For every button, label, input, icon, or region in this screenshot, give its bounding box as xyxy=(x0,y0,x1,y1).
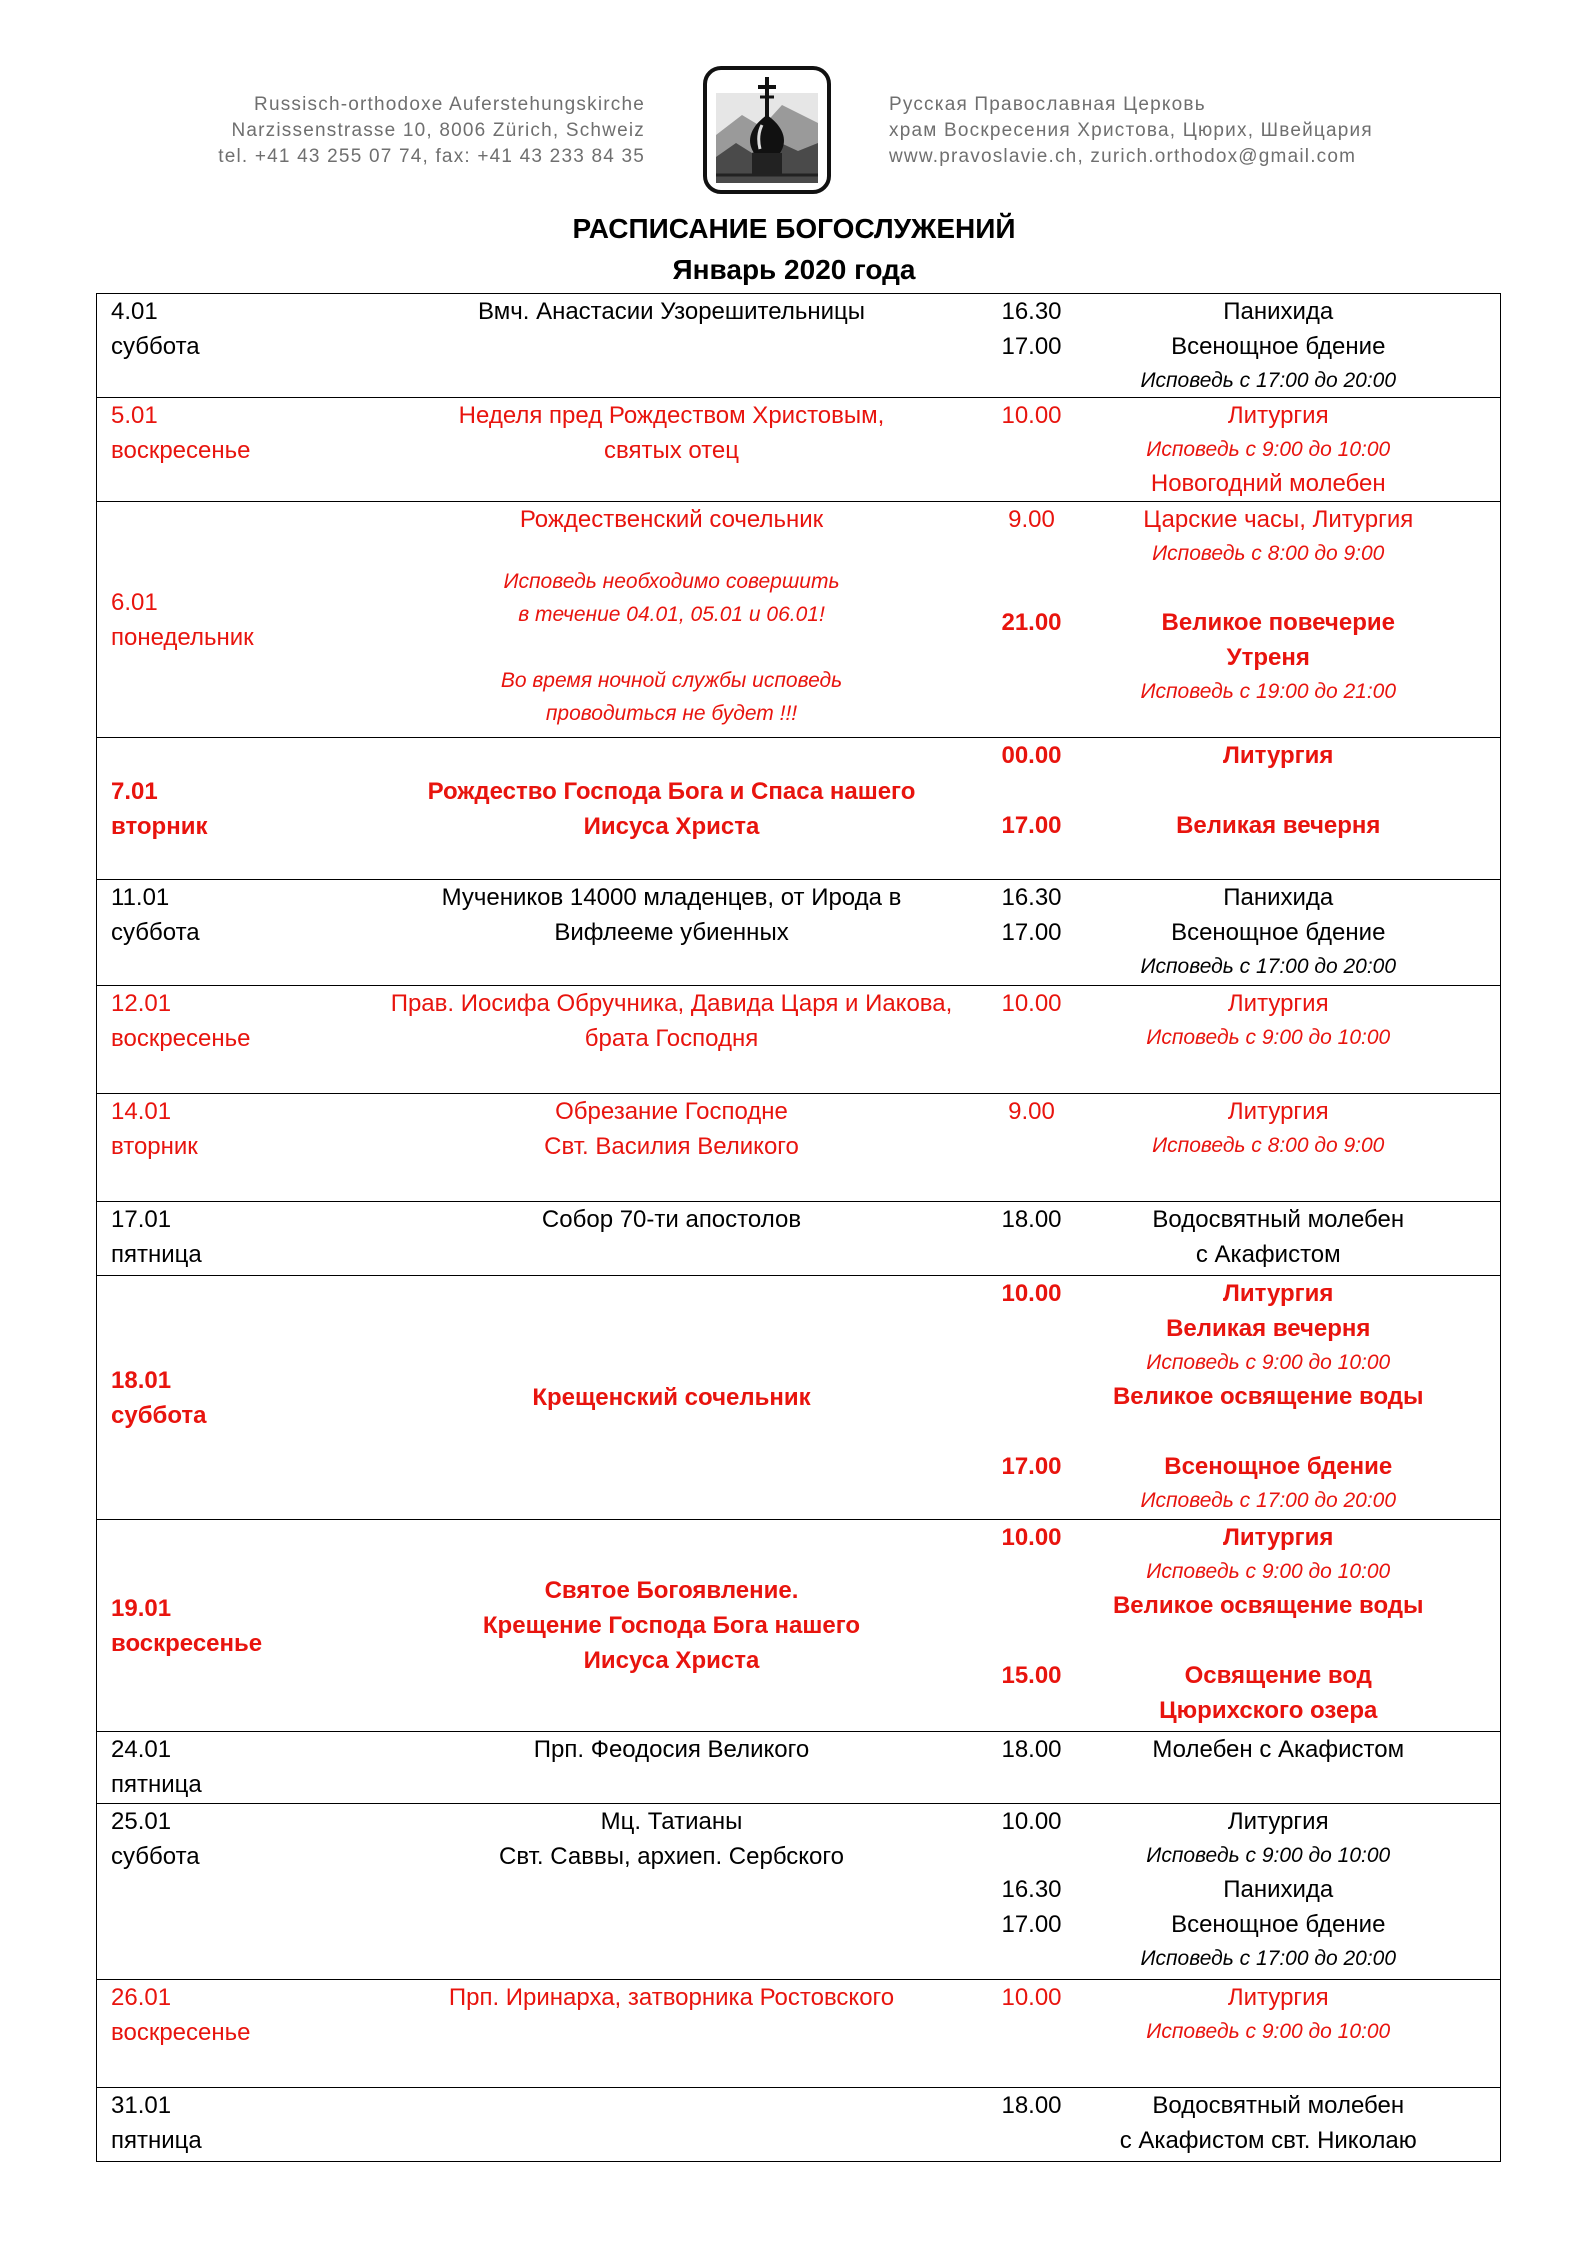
service-time: 10.00 xyxy=(1001,1524,1062,1551)
service-name: Литургия xyxy=(1227,402,1329,429)
feast-name: Вифлееме убиенных xyxy=(554,919,789,946)
schedule-row xyxy=(97,294,1501,398)
date: 24.01 xyxy=(111,1736,172,1763)
service-line xyxy=(977,1872,1501,1907)
schedule-row xyxy=(97,1276,1501,1520)
service-name: Великая вечерня xyxy=(1176,812,1381,839)
schedule-row xyxy=(97,1094,1501,1202)
service-line xyxy=(977,605,1501,640)
date-cell xyxy=(97,1520,367,1732)
service-name: Литургия xyxy=(1227,1098,1329,1125)
service-time: 18.00 xyxy=(1001,1206,1062,1233)
service-name: Литургия xyxy=(1227,990,1329,1017)
weekday: воскресенье xyxy=(111,1629,263,1657)
date-cell xyxy=(97,880,367,986)
confession-note: Исповедь с 9:00 до 10:00 xyxy=(1146,1351,1391,1374)
confession-note: Исповедь с 17:00 до 20:00 xyxy=(1140,1947,1397,1970)
service-name: Литургия xyxy=(1223,1524,1334,1551)
service-time: 21.00 xyxy=(1001,609,1062,636)
date: 26.01 xyxy=(111,1984,172,2011)
date-cell xyxy=(97,1094,367,1202)
service-name: Всенощное бдение xyxy=(1164,1453,1393,1480)
service-line xyxy=(977,738,1501,773)
confession-note: Исповедь с 9:00 до 10:00 xyxy=(1146,2020,1391,2043)
service-time: 10.00 xyxy=(1001,1808,1062,1835)
note-line: Во время ночной службы исповедь xyxy=(500,669,843,692)
service-name: Освящение вод xyxy=(1184,1662,1372,1689)
letterhead xyxy=(0,60,1588,200)
service-time: 17.00 xyxy=(1001,1911,1062,1938)
note-line: проводиться не будет !!! xyxy=(545,702,798,725)
weekday: вторник xyxy=(111,812,208,840)
services-cell xyxy=(977,1804,1501,1980)
feast-name: Иисуса Христа xyxy=(583,1647,760,1674)
service-name: Всенощное бдение xyxy=(1171,333,1386,360)
service-name: Литургия xyxy=(1223,742,1334,769)
service-name: Молебен с Акафистом xyxy=(1152,1736,1405,1763)
service-extra: Великое освящение воды xyxy=(1112,1592,1424,1619)
feast-cell xyxy=(367,1202,977,1276)
service-time: 16.30 xyxy=(1001,298,1062,325)
date: 17.01 xyxy=(111,1206,172,1233)
feast-name: Свт. Саввы, архиеп. Сербского xyxy=(499,1843,844,1870)
feast-cell xyxy=(367,986,977,1094)
services-cell xyxy=(977,1276,1501,1520)
date: 18.01 xyxy=(111,1366,172,1394)
date: 7.01 xyxy=(111,777,158,805)
service-time: 16.30 xyxy=(1001,884,1062,911)
services-cell xyxy=(977,880,1501,986)
service-time: 10.00 xyxy=(1001,1984,1062,2011)
service-time: 17.00 xyxy=(1001,333,1062,360)
service-line xyxy=(977,1202,1501,1237)
confession-note: Исповедь с 8:00 до 9:00 xyxy=(1152,1134,1385,1157)
service-name: Водосвятный молебен xyxy=(1152,1206,1405,1233)
feast-name: Вмч. Анастасии Узорешительницы xyxy=(477,298,865,325)
date: 25.01 xyxy=(111,1808,172,1835)
feast-name: Неделя пред Рождеством Христовым, xyxy=(458,402,885,429)
schedule-row xyxy=(97,502,1501,738)
service-line xyxy=(977,1907,1501,1942)
service-name: Панихида xyxy=(1223,884,1334,911)
feast-cell xyxy=(367,1094,977,1202)
confession-note: Исповедь с 17:00 до 20:00 xyxy=(1140,955,1397,978)
church-temple-ru: храм Воскресения Христова, Цюрих, Швейцария xyxy=(889,120,1373,141)
weekday: воскресенье xyxy=(111,1025,251,1052)
service-extra: Великая вечерня xyxy=(1166,1315,1371,1342)
weekday: суббота xyxy=(111,919,200,946)
service-line xyxy=(977,986,1501,1021)
services-cell xyxy=(977,1202,1501,1276)
note-line: Исповедь необходимо совершить xyxy=(503,570,840,593)
service-extra: Новогодний молебен xyxy=(1150,470,1386,497)
page-title: РАСПИСАНИЕ БОГОСЛУЖЕНИЙ xyxy=(572,213,1016,244)
service-line xyxy=(977,294,1501,329)
feast-name: Святое Богоявление. xyxy=(544,1577,799,1604)
feast-name: Рождественский сочельник xyxy=(519,506,824,533)
date-cell xyxy=(97,738,367,880)
service-line xyxy=(977,1094,1501,1129)
weekday: суббота xyxy=(111,1843,200,1870)
feast-cell xyxy=(367,738,977,880)
church-phone-de: tel. +41 43 255 07 74, fax: +41 43 233 84 35 xyxy=(218,146,645,167)
church-name-de: Russisch-orthodoxe Auferstehungskirche xyxy=(254,94,645,115)
services-cell xyxy=(977,738,1501,880)
service-time: 10.00 xyxy=(1001,1280,1062,1307)
confession-note: Исповедь с 17:00 до 20:00 xyxy=(1140,369,1397,392)
weekday: пятница xyxy=(111,1771,202,1798)
feast-name: Свт. Василия Великого xyxy=(544,1133,799,1160)
service-time: 10.00 xyxy=(1001,402,1062,429)
feast-cell xyxy=(367,502,977,738)
services-cell xyxy=(977,1732,1501,1804)
service-time: 00.00 xyxy=(1001,742,1062,769)
date-cell xyxy=(97,1804,367,1980)
service-line xyxy=(977,2088,1501,2123)
feast-cell xyxy=(367,1732,977,1804)
schedule-row xyxy=(97,1520,1501,1732)
confession-note: Исповедь с 9:00 до 10:00 xyxy=(1146,1026,1391,1049)
service-time: 18.00 xyxy=(1001,2092,1062,2119)
weekday: воскресенье xyxy=(111,437,251,464)
service-name: Всенощное бдение xyxy=(1171,1911,1386,1938)
schedule-row xyxy=(97,738,1501,880)
service-extra: с Акафистом свт. Николаю xyxy=(1119,2127,1417,2154)
service-line xyxy=(977,398,1501,433)
service-line xyxy=(977,1804,1501,1839)
services-cell xyxy=(977,398,1501,502)
service-time: 16.30 xyxy=(1001,1876,1062,1903)
weekday: понедельник xyxy=(111,623,254,651)
weekday: пятница xyxy=(111,1241,202,1268)
schedule-row xyxy=(97,2088,1501,2162)
service-name: Литургия xyxy=(1223,1280,1334,1307)
feast-name: Собор 70-ти апостолов xyxy=(541,1206,802,1233)
service-name: Панихида xyxy=(1223,298,1334,325)
schedule-row xyxy=(97,1980,1501,2088)
date: 14.01 xyxy=(111,1098,172,1125)
date-cell xyxy=(97,1980,367,2088)
weekday: вторник xyxy=(111,1133,198,1160)
service-name: Водосвятный молебен xyxy=(1152,2092,1405,2119)
service-line xyxy=(977,502,1501,537)
service-name: Всенощное бдение xyxy=(1171,919,1386,946)
feast-name: Прав. Иосифа Обручника, Давида Царя и Иакова, xyxy=(390,990,953,1017)
date: 5.01 xyxy=(111,402,158,429)
service-time: 17.00 xyxy=(1001,919,1062,946)
feast-name: Мц. Татианы xyxy=(600,1808,743,1835)
feast-name: Иисуса Христа xyxy=(583,812,760,840)
feast-cell xyxy=(367,294,977,398)
date: 12.01 xyxy=(111,990,172,1017)
services-cell xyxy=(977,986,1501,1094)
weekday: пятница xyxy=(111,2127,202,2154)
service-line xyxy=(977,329,1501,364)
feast-cell xyxy=(367,1980,977,2088)
schedule-row xyxy=(97,986,1501,1094)
service-name: Литургия xyxy=(1227,1984,1329,2011)
schedule-row xyxy=(97,880,1501,986)
service-name: Панихида xyxy=(1223,1876,1334,1903)
service-name: Литургия xyxy=(1227,1808,1329,1835)
feast-cell xyxy=(367,1804,977,1980)
church-name-ru: Русская Православная Церковь xyxy=(889,94,1206,115)
date: 19.01 xyxy=(111,1594,172,1622)
church-street-de: Narzissenstrasse 10, 8006 Zürich, Schweiz xyxy=(231,120,645,141)
service-time: 9.00 xyxy=(1008,1098,1055,1125)
service-extra: Утреня xyxy=(1226,644,1310,671)
church-logo-icon xyxy=(702,65,832,195)
feast-name: Крещение Господа Бога нашего xyxy=(482,1612,861,1639)
service-line xyxy=(977,808,1501,843)
date-cell xyxy=(97,1732,367,1804)
weekday: суббота xyxy=(111,1401,207,1429)
date-cell xyxy=(97,2088,367,2162)
church-address-german xyxy=(218,92,645,170)
feast-name: святых отец xyxy=(603,437,740,464)
church-address-russian xyxy=(889,92,1373,170)
service-line xyxy=(977,1732,1501,1767)
date: 31.01 xyxy=(111,2092,172,2119)
service-time: 9.00 xyxy=(1008,506,1055,533)
date-cell xyxy=(97,986,367,1094)
confession-note: Исповедь с 9:00 до 10:00 xyxy=(1146,438,1391,461)
service-time: 15.00 xyxy=(1001,1662,1062,1689)
service-time: 10.00 xyxy=(1001,990,1062,1017)
date-cell xyxy=(97,398,367,502)
feast-cell xyxy=(367,398,977,502)
service-extra: Великое освящение воды xyxy=(1112,1383,1424,1410)
service-extra: Цюрихского озера xyxy=(1159,1697,1378,1724)
schedule-row xyxy=(97,398,1501,502)
services-cell xyxy=(977,2088,1501,2162)
feast-name: Рождество Господа Бога и Спаса нашего xyxy=(427,777,916,805)
service-line xyxy=(977,1520,1501,1555)
services-cell xyxy=(977,1520,1501,1732)
page-subtitle: Январь 2020 года xyxy=(672,254,916,285)
date: 6.01 xyxy=(111,588,158,616)
service-line xyxy=(977,880,1501,915)
service-line xyxy=(977,1276,1501,1311)
weekday: суббота xyxy=(111,333,200,360)
schedule-table xyxy=(96,293,1501,2162)
feast-cell xyxy=(367,1276,977,1520)
service-name: Царские часы, Литургия xyxy=(1143,506,1414,533)
date-cell xyxy=(97,1276,367,1520)
confession-note: Исповедь с 19:00 до 21:00 xyxy=(1140,680,1397,703)
service-time: 17.00 xyxy=(1001,1453,1062,1480)
confession-note: Исповедь с 9:00 до 10:00 xyxy=(1146,1560,1391,1583)
feast-name: Прп. Феодосия Великого xyxy=(533,1736,810,1763)
service-line xyxy=(977,915,1501,950)
confession-note: Исповедь с 17:00 до 20:00 xyxy=(1140,1489,1397,1512)
date-cell xyxy=(97,502,367,738)
confession-note: Исповедь с 8:00 до 9:00 xyxy=(1152,542,1385,565)
feast-name: Прп. Иринарха, затворника Ростовского xyxy=(448,1984,895,2011)
service-extra: с Акафистом xyxy=(1195,1241,1341,1268)
feast-cell xyxy=(367,1520,977,1732)
service-line xyxy=(977,1980,1501,2015)
schedule-row xyxy=(97,1732,1501,1804)
services-cell xyxy=(977,1094,1501,1202)
church-contacts-ru: www.pravoslavie.ch, zurich.orthodox@gmail.com xyxy=(889,146,1357,167)
feast-name: Мучеников 14000 младенцев, от Ирода в xyxy=(441,884,902,911)
service-name: Великое повечерие xyxy=(1161,609,1395,636)
weekday: воскресенье xyxy=(111,2019,251,2046)
note-line: в течение 04.01, 05.01 и 06.01! xyxy=(518,603,825,626)
service-line xyxy=(977,1658,1501,1693)
service-time: 18.00 xyxy=(1001,1736,1062,1763)
services-cell xyxy=(977,1980,1501,2088)
feast-cell xyxy=(367,880,977,986)
schedule-row xyxy=(97,1202,1501,1276)
date: 4.01 xyxy=(111,298,158,325)
date: 11.01 xyxy=(111,884,170,911)
feast-name: брата Господня xyxy=(584,1025,759,1052)
date-cell xyxy=(97,294,367,398)
schedule-row xyxy=(97,1804,1501,1980)
feast-cell xyxy=(367,2088,977,2162)
services-cell xyxy=(977,502,1501,738)
service-line xyxy=(977,1449,1501,1484)
feast-name: Крещенский сочельник xyxy=(532,1384,811,1411)
feast-name: Обрезание Господне xyxy=(555,1098,788,1125)
service-time: 17.00 xyxy=(1001,812,1062,839)
services-cell xyxy=(977,294,1501,398)
confession-note: Исповедь с 9:00 до 10:00 xyxy=(1146,1844,1391,1867)
date-cell xyxy=(97,1202,367,1276)
